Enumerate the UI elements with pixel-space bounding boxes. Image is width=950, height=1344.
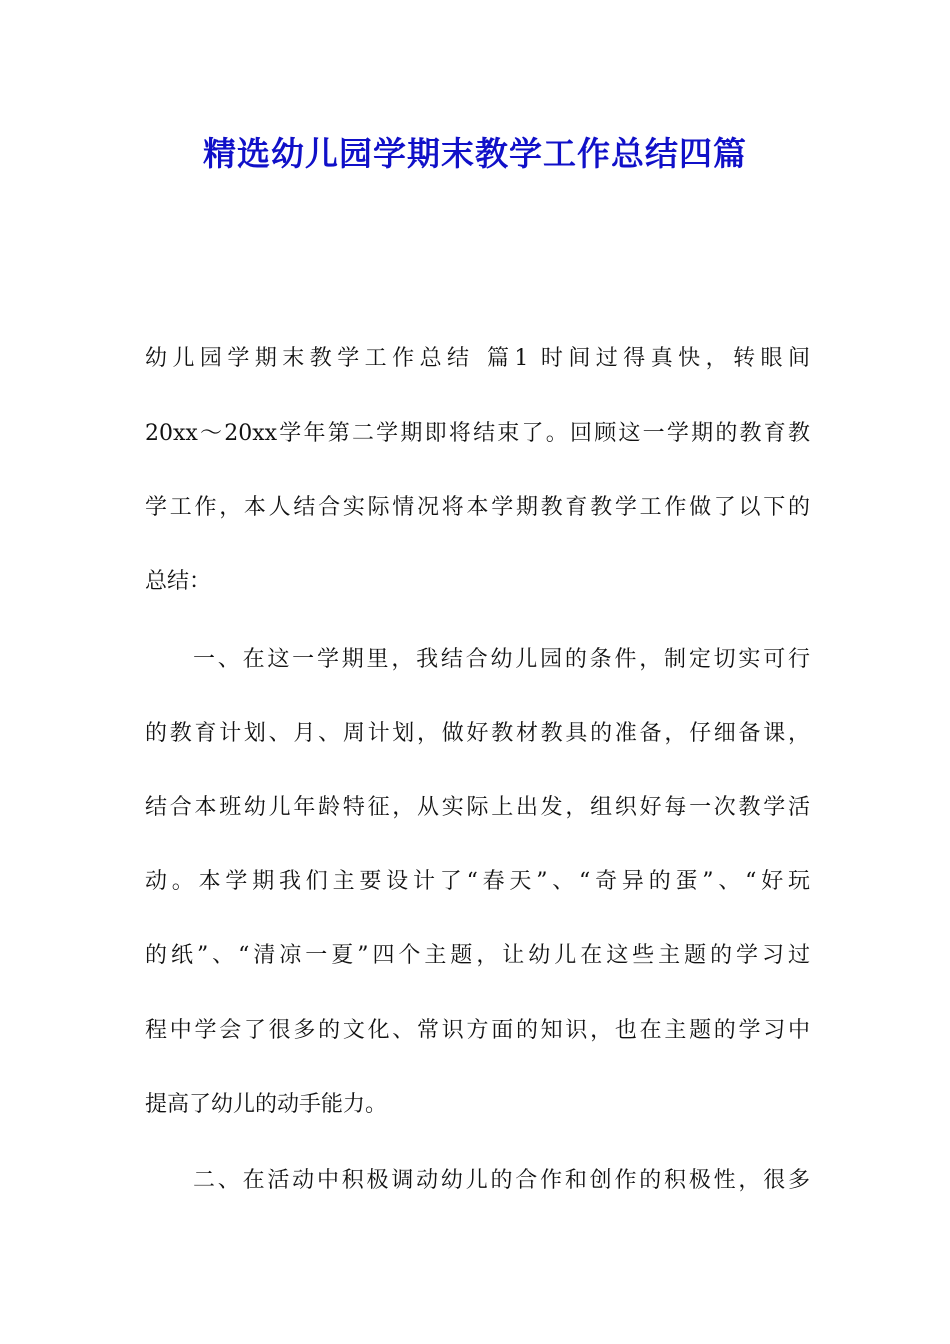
- body-line: 总结：: [145, 569, 212, 594]
- body-line: 二、在活动中积极调动幼儿的合作和创作的积极性，很多: [193, 1168, 810, 1193]
- body-line: 学工作，本人结合实际情况将本学期教育教学工作做了以下的: [145, 495, 810, 520]
- body-line: 动。本学期我们主要设计了“春天”、“奇异的蛋”、“好玩: [145, 869, 810, 894]
- body-line: 程中学会了很多的文化、常识方面的知识，也在主题的学习中: [145, 1018, 810, 1043]
- body-line: 一、在这一学期里，我结合幼儿园的条件，制定切实可行: [193, 647, 810, 672]
- body-line: 的纸”、“清凉一夏”四个主题，让幼儿在这些主题的学习过: [145, 943, 810, 968]
- document-title: 精选幼儿园学期末教学工作总结四篇: [203, 134, 747, 173]
- body-line: 的教育计划、月、周计划，做好教材教具的准备，仔细备课，: [145, 721, 810, 746]
- body-line: 20xx～20xx学年第二学期即将结束了。回顾这一学期的教育教: [145, 421, 810, 446]
- body-line: 结合本班幼儿年龄特征，从实际上出发，组织好每一次教学活: [145, 795, 810, 820]
- body-line: 提高了幼儿的动手能力。: [145, 1092, 388, 1117]
- body-line: 幼儿园学期末教学工作总结 篇1 时间过得真快，转眼间: [145, 346, 810, 371]
